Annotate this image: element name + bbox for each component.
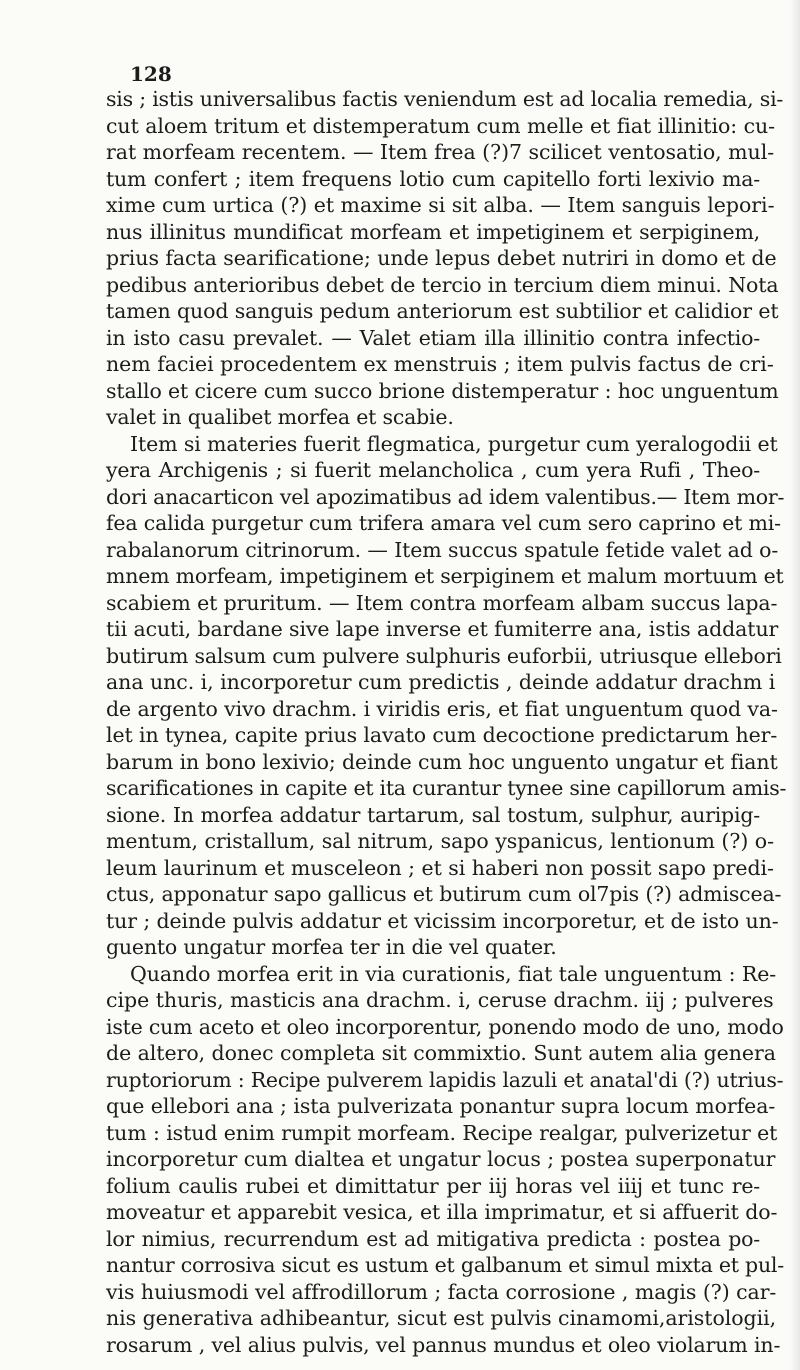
text-line: scabiem et pruritum. — Item contra morfeam albam succus lapa- bbox=[106, 590, 778, 615]
page-edge-shadow bbox=[790, 0, 800, 1370]
text-line: lor nimius, recurrendum est ad mitigativa predicta : postea po- bbox=[106, 1226, 760, 1251]
text-line: dori anacarticon vel apozimatibus ad idem valentibus.— Item mor- bbox=[106, 484, 785, 509]
book-page bbox=[106, 62, 787, 1358]
text-line: ruptoriorum : Recipe pulverem lapidis lazuli et anatal'di (?) utrius- bbox=[106, 1067, 784, 1092]
text-line: nus illinitus mundificat morfeam et impetiginem et serpiginem, bbox=[106, 219, 760, 244]
text-line: de altero, donec completa sit commixtio. Sunt autem alia genera bbox=[106, 1041, 776, 1065]
text-line: xime cum urtica (?) et maxime si sit alba. — Item sanguis lepori- bbox=[106, 193, 775, 217]
text-line: stallo et cicere cum succo brione distemperatur : hoc unguentum bbox=[106, 378, 779, 403]
text-line: que ellebori ana ; ista pulverizata ponantur supra locum morfea- bbox=[106, 1094, 776, 1118]
text-line: nantur corrosiva sicut es ustum et galbanum et simul mixta et pul- bbox=[106, 1253, 784, 1277]
text-line: guento ungatur morfea ter in die vel quater. bbox=[106, 935, 557, 959]
text-line: rosarum , vel alius pulvis, vel pannus mundus et oleo violarum in- bbox=[106, 1332, 781, 1357]
text-line: incorporetur cum dialtea et ungatur locus ; postea superponatur bbox=[106, 1147, 776, 1171]
body-text bbox=[106, 86, 787, 1358]
text-line: Quando morfea erit in via curationis, fiat tale unguentum : Re- bbox=[130, 961, 777, 986]
text-line: iste cum aceto et oleo incorporentur, ponendo modo de uno, modo bbox=[106, 1014, 784, 1039]
text-line: tum confert ; item frequens lotio cum capitello forti lexivio ma- bbox=[106, 166, 760, 191]
text-line: let in tynea, capite prius lavato cum decoctione predictarum her- bbox=[106, 723, 778, 747]
text-line: folium caulis rubei et dimittatur per iij horas vel iiij et tunc re- bbox=[106, 1173, 760, 1198]
text-line: fea calida purgetur cum trifera amara vel cum sero caprino et mi- bbox=[106, 511, 781, 535]
text-line: leum laurinum et musceleon ; et si haberi non possit sapo predi- bbox=[106, 855, 774, 880]
text-line: tii acuti, bardane sive lape inverse et fumiterre ana, istis addatur bbox=[106, 617, 779, 641]
text-line: mnem morfeam, impetiginem et serpiginem et malum mortuum et bbox=[106, 564, 784, 588]
text-line: ana unc. i, incorporetur cum predictis , deinde addatur drachm i bbox=[106, 670, 776, 694]
text-line: rat morfeam recentem. — Item frea (?)7 scilicet ventosatio, mul- bbox=[106, 140, 775, 164]
text-line: cut aloem tritum et distemperatum cum melle et fiat illinitio: cu- bbox=[106, 113, 776, 138]
text-line: tur ; deinde pulvis addatur et vicissim incorporetur, et de isto un- bbox=[106, 908, 779, 933]
text-line: nem faciei procedentem ex menstruis ; item pulvis factus de cri- bbox=[106, 352, 774, 376]
text-line: valet in qualibet morfea et scabie. bbox=[106, 405, 454, 429]
text-line: tum : istud enim rumpit morfeam. Recipe realgar, pulverizetur et bbox=[106, 1120, 778, 1145]
text-line: yera Archigenis ; si fuerit melancholica , cum yera Rufi , Theo- bbox=[106, 458, 760, 482]
text-line: prius facta searificatione; unde lepus debet nutriri in domo et de bbox=[106, 246, 777, 270]
text-line: Item si materies fuerit flegmatica, purgetur cum yeralogodii et bbox=[130, 431, 778, 456]
text-line: butirum salsum cum pulvere sulphuris euforbii, utriusque ellebori bbox=[106, 643, 782, 668]
text-line: rabalanorum citrinorum. — Item succus spatule fetide valet ad o- bbox=[106, 537, 779, 562]
page-number: 128 bbox=[130, 62, 172, 86]
text-line: de argento vivo drachm. i viridis eris, et fiat unguentum quod va- bbox=[106, 696, 778, 721]
text-line: sis ; istis universalibus factis veniendum est ad localia remedia, si- bbox=[106, 87, 784, 111]
text-line: pedibus anterioribus debet de tercio in tercium diem minui. Nota bbox=[106, 272, 779, 297]
text-line: tamen quod sanguis pedum anteriorum est subtilior et calidior et bbox=[106, 299, 779, 323]
text-line: sione. In morfea addatur tartarum, sal tostum, sulphur, auripig- bbox=[106, 802, 760, 827]
text-line: vis huiusmodi vel affrodillorum ; facta corrosione , magis (?) car- bbox=[106, 1279, 777, 1304]
text-line: barum in bono lexivio; deinde cum hoc unguento ungatur et fiant bbox=[106, 749, 778, 774]
text-line: ctus, apponatur sapo gallicus et butirum cum ol7pis (?) admiscea- bbox=[106, 882, 782, 906]
text-line: moveatur et apparebit vesica, et illa imprimatur, et si affuerit do- bbox=[106, 1200, 778, 1224]
text-line: in isto casu prevalet. — Valet etiam illa illinitio contra infectio- bbox=[106, 325, 760, 350]
text-line: mentum, cristallum, sal nitrum, sapo yspanicus, lentionum (?) o- bbox=[106, 829, 774, 853]
text-line: cipe thuris, masticis ana drachm. i, ceruse drachm. iij ; pulveres bbox=[106, 988, 774, 1012]
text-line: scarificationes in capite et ita curantur tynee sine capillorum amis- bbox=[106, 776, 787, 800]
text-line: nis generativa adhibeantur, sicut est pulvis cinamomi,aristologii, bbox=[106, 1306, 777, 1330]
